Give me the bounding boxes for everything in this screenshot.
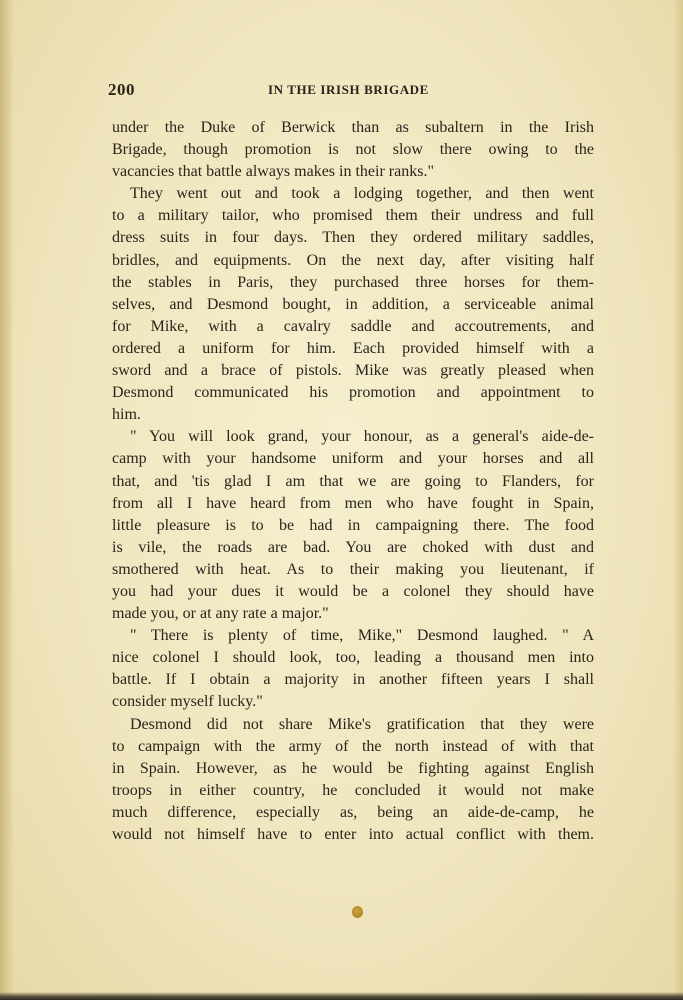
text-line: made you, or at any rate a major." [112,605,329,623]
text-line: you had your dues it would be a colonel they should have [112,582,594,600]
page-bottom-edge [0,992,683,1000]
page-right-edge [673,0,683,1000]
text-line: Desmond did not share Mike's gratification that they were [130,715,594,733]
text-line: vacancies that battle always makes in their ranks." [112,163,434,181]
text-line: for Mike, with a cavalry saddle and accoutrements, and [112,317,594,335]
text-line: sword and a brace of pistols. Mike was greatly pleased when [112,362,594,380]
text-line: dress suits in four days. Then they ordered military saddles, [112,229,594,247]
text-line: battle. If I obtain a majority in another fifteen years I shall [112,671,594,689]
text-line: from all I have heard from men who have fought in Spain, [112,494,594,512]
text-line: " You will look grand, your honour, as a general's aide-de- [130,428,594,446]
running-head [108,80,594,102]
ink-spot-mark [352,906,363,918]
text-line: Brigade, though promotion is not slow there owing to the [112,141,594,159]
text-line: that, and 'tis glad I am that we are going to Flanders, for [112,472,594,490]
page-number: 200 [108,80,135,99]
text-line: bridles, and equipments. On the next day, after visiting half [112,251,594,269]
text-line: to campaign with the army of the north instead of with that [112,737,594,755]
text-line: in Spain. However, as he would be fighting against English [112,759,594,777]
text-line: him. [112,406,141,424]
page-binding-edge [0,0,14,1000]
text-line: nice colonel I should look, too, leading a thousand men into [112,649,594,667]
text-line: " There is plenty of time, Mike," Desmond laughed. " A [130,627,594,645]
text-line: little pleasure is to be had in campaigning there. The food [112,516,594,534]
text-line: is vile, the roads are bad. You are choked with dust and [112,538,594,556]
body-text [112,117,594,846]
text-line: smothered with heat. As to their making you lieutenant, if [112,560,594,578]
text-line: to a military tailor, who promised them their undress and full [112,207,594,225]
text-line: camp with your handsome uniform and your horses and all [112,450,594,468]
text-line: would not himself have to enter into actual conflict with them. [112,826,594,843]
text-line: consider myself lucky." [112,693,263,711]
text-line: the stables in Paris, they purchased three horses for them- [112,273,594,291]
text-line: under the Duke of Berwick than as subaltern in the Irish [112,119,594,136]
text-line: ordered a uniform for him. Each provided himself with a [112,339,594,357]
text-line: Desmond communicated his promotion and appointment to [112,384,594,402]
text-line: much difference, especially as, being an aide-de-camp, he [112,803,594,821]
running-title: IN THE IRISH BRIGADE [268,82,429,97]
text-line: selves, and Desmond bought, in addition, a serviceable animal [112,295,594,313]
text-line: They went out and took a lodging together, and then went [130,185,594,203]
text-line: troops in either country, he concluded it would not make [112,781,594,799]
